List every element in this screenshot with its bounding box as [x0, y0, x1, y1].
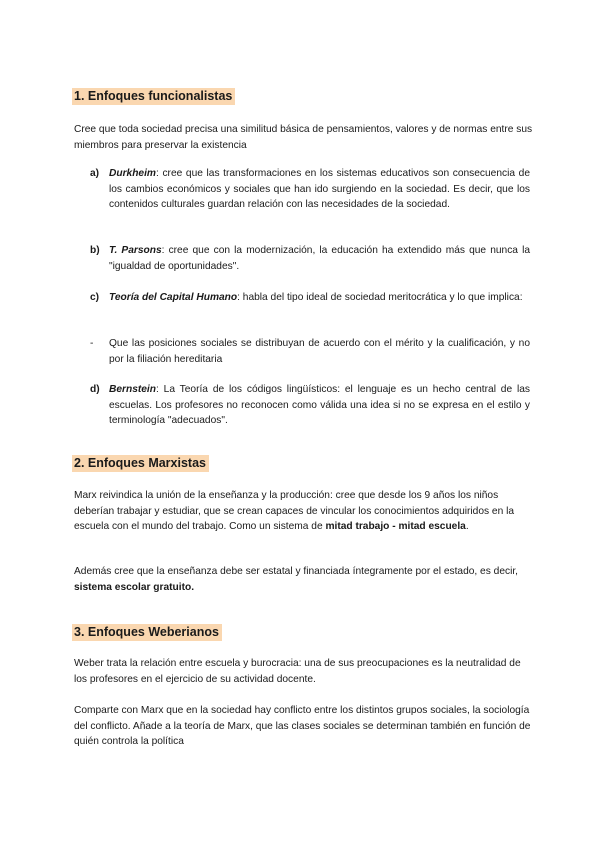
list-item-capital-humano: [90, 290, 530, 306]
list-item-parsons: [90, 243, 530, 274]
paragraph-marx-1: [74, 488, 534, 535]
bold-phrase: sistema escolar gratuito.: [74, 581, 195, 593]
term-parsons: T. Parsons: [109, 245, 162, 256]
item-text: Que las posiciones sociales se distribuyan de acuerdo con el mérito y la cualificación, y no por la filiación hereditaria: [109, 338, 530, 365]
item-text: : La Teoría de los códigos lingüísticos: el lenguaje es un hecho central de las escuelas. Los profesores no reconocen como válida una idea si no se expresa en el estilo y terminología "adecuados".: [109, 384, 530, 426]
list-item-bernstein: [90, 382, 530, 429]
term-bernstein: Bernstein: [109, 384, 156, 395]
paragraph-text: Además cree que la enseñanza debe ser estatal y financiada íntegramente por el estado, es decir,: [74, 566, 519, 577]
term-capital-humano: Teoría del Capital Humano: [109, 292, 238, 303]
list-marker: b): [90, 245, 100, 256]
list-marker: c): [90, 292, 100, 303]
bold-phrase: mitad trabajo - mitad escuela: [325, 521, 466, 532]
item-text: : cree que las transformaciones en los sistemas educativos son consecuencia de los cambios económicos y sociales que han ido surgiendo en la sociedad. Es decir, que los contenidos culturales guardan relación con las necesidades de la sociedad.: [109, 168, 530, 210]
paragraph-marx-2: [74, 564, 534, 595]
paragraph-text: .: [465, 521, 469, 532]
item-text: : habla del tipo ideal de sociedad meritocrática y lo que implica:: [237, 292, 523, 303]
section-heading-weberianos: 3. Enfoques Weberianos: [72, 624, 222, 641]
item-text: : cree que con la modernización, la educación ha extendido más que nunca la "igualdad de oportunidades".: [109, 245, 530, 272]
paragraph-weber-1: Weber trata la relación entre escuela y burocracia: una de sus preocupaciones es la neutralidad de los profesores en el ejercicio de su actividad docente.: [74, 658, 521, 685]
paragraph-text: Marx reivindica la unión de la enseñanza y la producción: cree que desde los 9 años los niños deberían trabajar y estudiar, que se crean capaces de vincular los conocimientos adquiridos en la escuela con el mundo del trabajo. Como un sistema de: [74, 490, 515, 532]
section-heading-funcionalistas: 1. Enfoques funcionalistas: [72, 88, 235, 105]
paragraph-weber-2: Comparte con Marx que en la sociedad hay conflicto entre los distintos grupos sociales, la sociología del conflicto. Añade a la teoría de Marx, que las clases sociales se determinan también en función de quién controla la política: [74, 705, 531, 747]
list-marker: -: [90, 338, 94, 349]
list-item-durkheim: [90, 166, 530, 213]
list-item-meritocracia: [90, 336, 530, 367]
section-intro-funcionalistas: Cree que toda sociedad precisa una similitud básica de pensamientos, valores y de normas entre sus miembros para preservar la existencia: [74, 124, 533, 151]
list-marker: a): [90, 168, 100, 179]
term-durkheim: Durkheim: [109, 168, 156, 179]
list-marker: d): [90, 384, 100, 395]
section-heading-marxistas: 2. Enfoques Marxistas: [72, 455, 209, 472]
